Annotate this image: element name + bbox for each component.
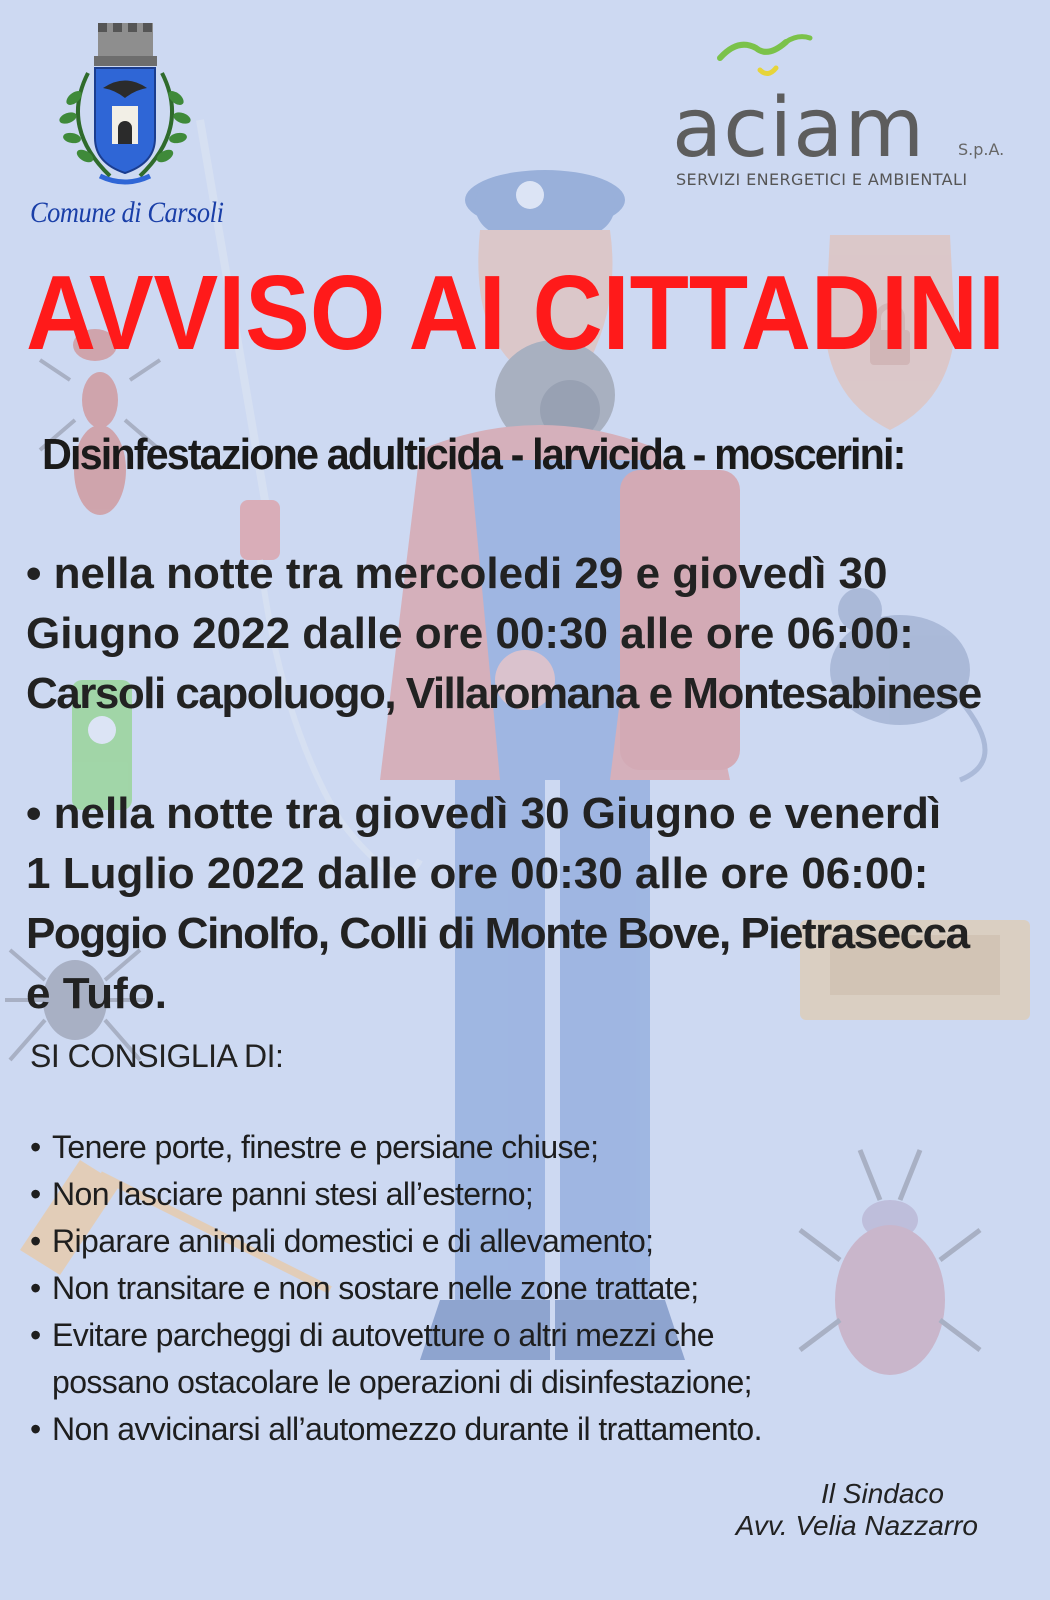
notice-subheadline: Disinfestazione adulticida - larvicida - moscerini:: [42, 430, 905, 479]
advice-title: SI CONSIGLIA DI:: [30, 1038, 284, 1074]
aciam-wordmark: aciam: [672, 81, 926, 176]
schedule-line: Giugno 2022 dalle ore 00:30 alle ore 06:00:: [26, 609, 914, 658]
bullet-icon: •: [30, 1317, 41, 1353]
bullet-icon: •: [30, 1223, 41, 1259]
advice-item: • Non avvicinarsi all’automezzo durante il trattamento.: [30, 1406, 762, 1453]
schedule-line: Carsoli capoluogo, Villaromana e Montesabinese: [26, 669, 981, 718]
advice-item: • Evitare parcheggi di autovetture o altri mezzi che possano ostacolare le operazioni di disinfestazione;: [30, 1312, 762, 1406]
advice-list: [30, 1124, 762, 1453]
signature-name: Avv. Velia Nazzarro: [735, 1510, 978, 1541]
schedule-period-2: [26, 784, 1036, 1024]
advice-item: • Tenere porte, finestre e persiane chiuse;: [30, 1124, 762, 1171]
comune-name: Comune di Carsoli: [30, 196, 224, 229]
signature-role: Il Sindaco: [821, 1478, 944, 1509]
bullet-icon: •: [30, 1411, 41, 1447]
schedule-line: • nella notte tra mercoledi 29 e giovedì 30: [26, 549, 888, 598]
aciam-tagline: SERVIZI ENERGETICI E AMBIENTALI: [676, 170, 968, 189]
signature-block: [736, 1478, 978, 1542]
bullet-icon: •: [30, 1176, 41, 1212]
schedule-line: e Tufo.: [26, 969, 167, 1018]
advice-item-continuation: possano ostacolare le operazioni di disinfestazione;: [52, 1364, 752, 1400]
advice-item: • Non transitare e non sostare nelle zone trattate;: [30, 1265, 762, 1312]
bullet-icon: •: [30, 1129, 41, 1165]
schedule-line: Poggio Cinolfo, Colli di Monte Bove, Pietrasecca: [26, 909, 969, 958]
bullet-icon: •: [30, 1270, 41, 1306]
notice-headline: AVVISO AI CITTADINI: [26, 254, 1005, 372]
schedule-line: • nella notte tra giovedì 30 Giugno e venerdì: [26, 789, 942, 838]
aciam-legal-form: S.p.A.: [958, 140, 1005, 159]
coat-of-arms-icon: [40, 18, 210, 193]
beetle-icon: [800, 1150, 980, 1375]
advice-item: • Non lasciare panni stesi all’esterno;: [30, 1171, 762, 1218]
advice-item: • Riparare animali domestici e di allevamento;: [30, 1218, 762, 1265]
schedule-period-1: [26, 544, 1036, 724]
schedule-line: 1 Luglio 2022 dalle ore 00:30 alle ore 06:00:: [26, 849, 929, 898]
